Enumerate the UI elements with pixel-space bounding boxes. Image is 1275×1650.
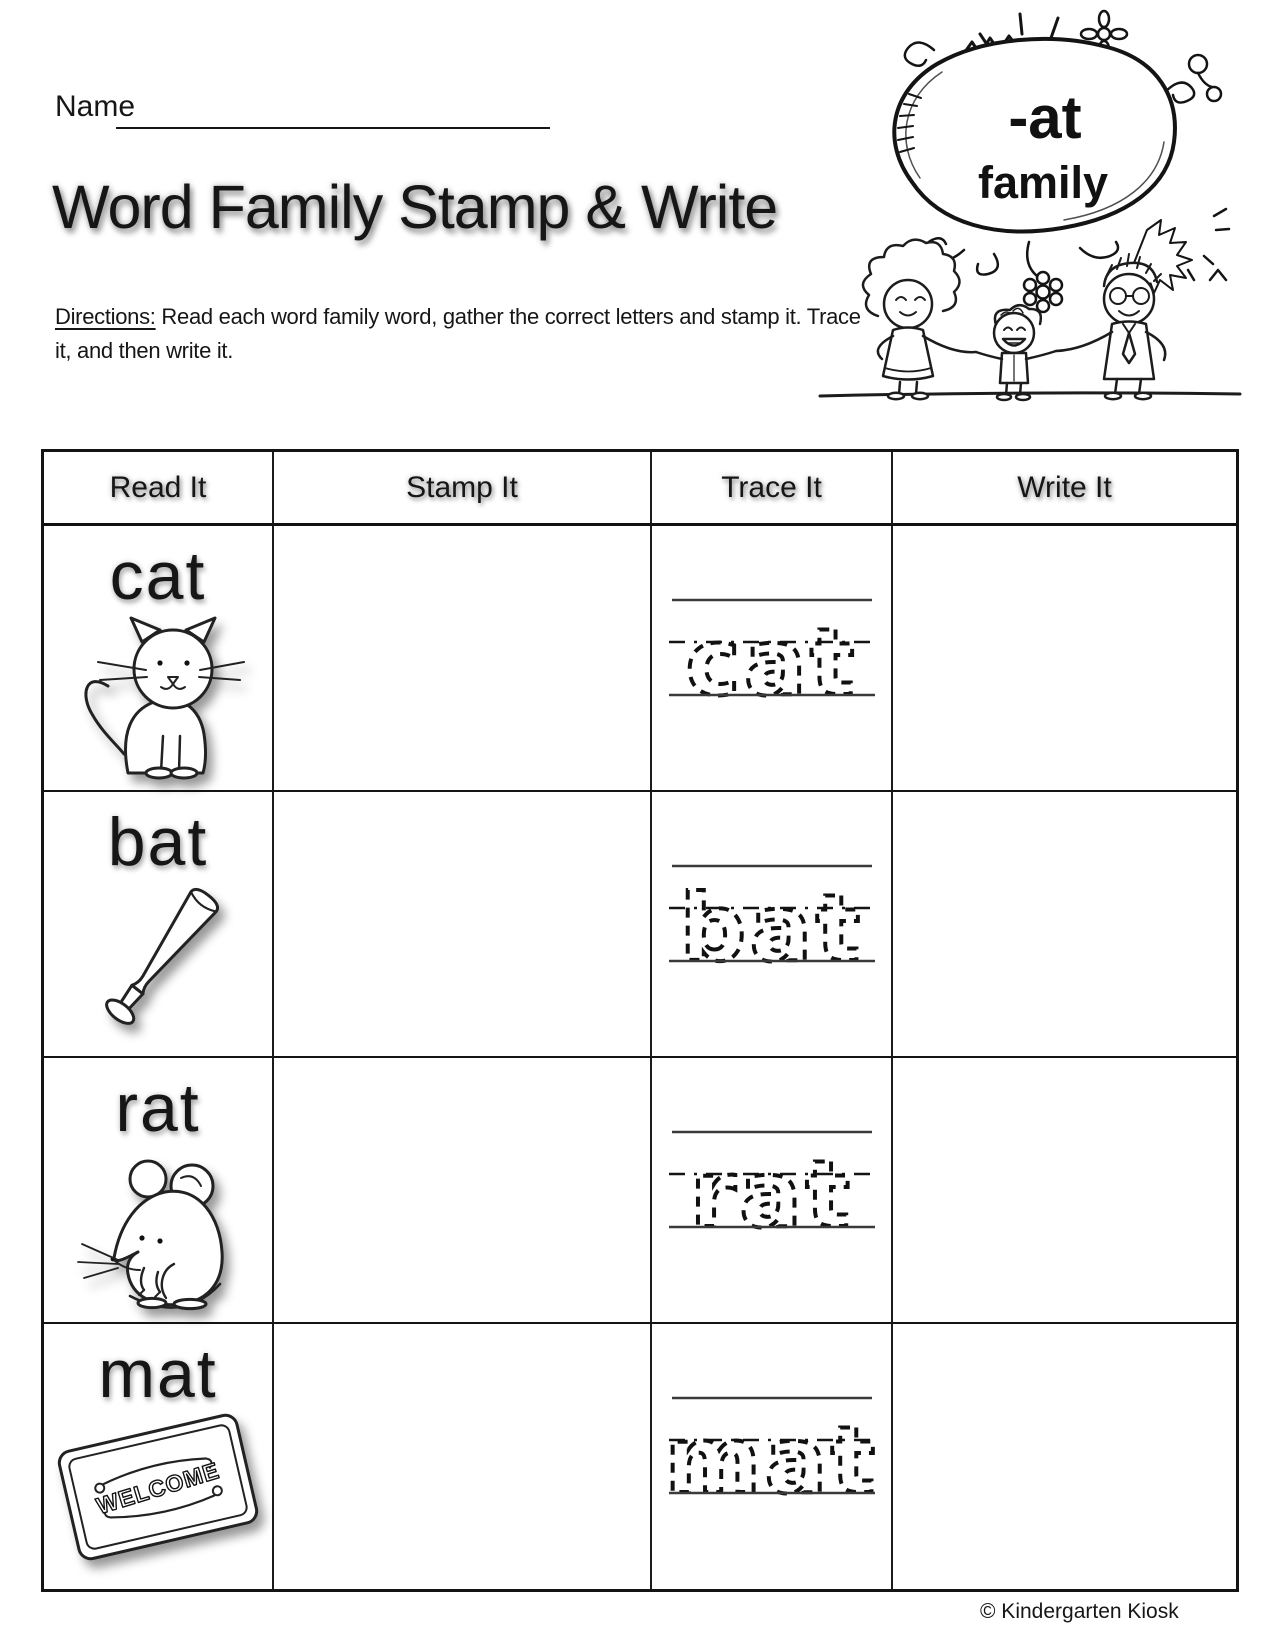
family-badge bbox=[812, 2, 1252, 407]
rat-icon bbox=[68, 1146, 248, 1311]
cat-icon bbox=[68, 614, 248, 782]
baseball-bat-icon bbox=[68, 880, 248, 1042]
write-cell bbox=[893, 1324, 1236, 1589]
read-cell-bat bbox=[44, 792, 274, 1058]
swirl-doodle-bottom-right bbox=[1080, 242, 1118, 258]
badge-family-text: family bbox=[977, 157, 1109, 208]
stamp-cell bbox=[274, 526, 652, 792]
mat-welcome-text: WELCOME bbox=[93, 1456, 223, 1519]
worksheet-table bbox=[41, 449, 1239, 1592]
trace-cell-cat bbox=[652, 526, 893, 792]
read-word: mat bbox=[98, 1336, 218, 1412]
page-title: Word Family Stamp & Write bbox=[52, 173, 778, 241]
read-cell-rat bbox=[44, 1058, 274, 1324]
name-blank-line bbox=[116, 95, 550, 129]
trace-cell-rat bbox=[652, 1058, 893, 1324]
header-cell-read-it: Read It bbox=[44, 452, 274, 526]
directions-label: Directions: bbox=[55, 304, 156, 329]
trace-cell-bat bbox=[652, 792, 893, 1058]
trace-cell-mat bbox=[652, 1324, 893, 1589]
directions-text-line2: it, and then write it. bbox=[55, 338, 234, 363]
trace-guide bbox=[657, 1108, 887, 1258]
read-word: rat bbox=[115, 1070, 201, 1146]
trace-word: cat bbox=[685, 609, 858, 716]
welcome-mat-icon bbox=[53, 1412, 263, 1562]
header-cell-stamp-it: Stamp It bbox=[274, 452, 652, 526]
swirl-doodle-left bbox=[905, 42, 934, 65]
trace-guide bbox=[657, 842, 887, 992]
trace-guide bbox=[657, 1374, 887, 1524]
stamp-cell bbox=[274, 1058, 652, 1324]
read-word: cat bbox=[109, 538, 207, 614]
mom-figure bbox=[863, 240, 976, 400]
flower-doodle-hanging bbox=[1024, 242, 1062, 312]
read-cell-mat bbox=[44, 1324, 274, 1589]
directions bbox=[55, 300, 861, 368]
badge-suffix-text: -at bbox=[1008, 84, 1082, 151]
footer-credit: © Kindergarten Kiosk bbox=[980, 1600, 1179, 1623]
dad-figure bbox=[1056, 254, 1165, 399]
trace-guide bbox=[657, 576, 887, 726]
directions-text-line1: Read each word family word, gather the correct letters and stamp it. Trace bbox=[155, 304, 861, 329]
write-cell bbox=[893, 1058, 1236, 1324]
read-word: bat bbox=[107, 804, 209, 880]
trace-word: mat bbox=[664, 1407, 879, 1514]
header-cell-trace-it: Trace It bbox=[652, 452, 893, 526]
boy-figure bbox=[976, 305, 1056, 400]
trace-word: rat bbox=[689, 1141, 854, 1248]
write-cell bbox=[893, 792, 1236, 1058]
write-cell bbox=[893, 526, 1236, 792]
at-family-illustration bbox=[812, 2, 1252, 407]
stamp-cell bbox=[274, 792, 652, 1058]
name-label: Name bbox=[55, 90, 136, 123]
read-cell-cat bbox=[44, 526, 274, 792]
header-cell-write-it: Write It bbox=[893, 452, 1236, 526]
stamp-cell bbox=[274, 1324, 652, 1589]
trace-word: bat bbox=[679, 875, 864, 982]
